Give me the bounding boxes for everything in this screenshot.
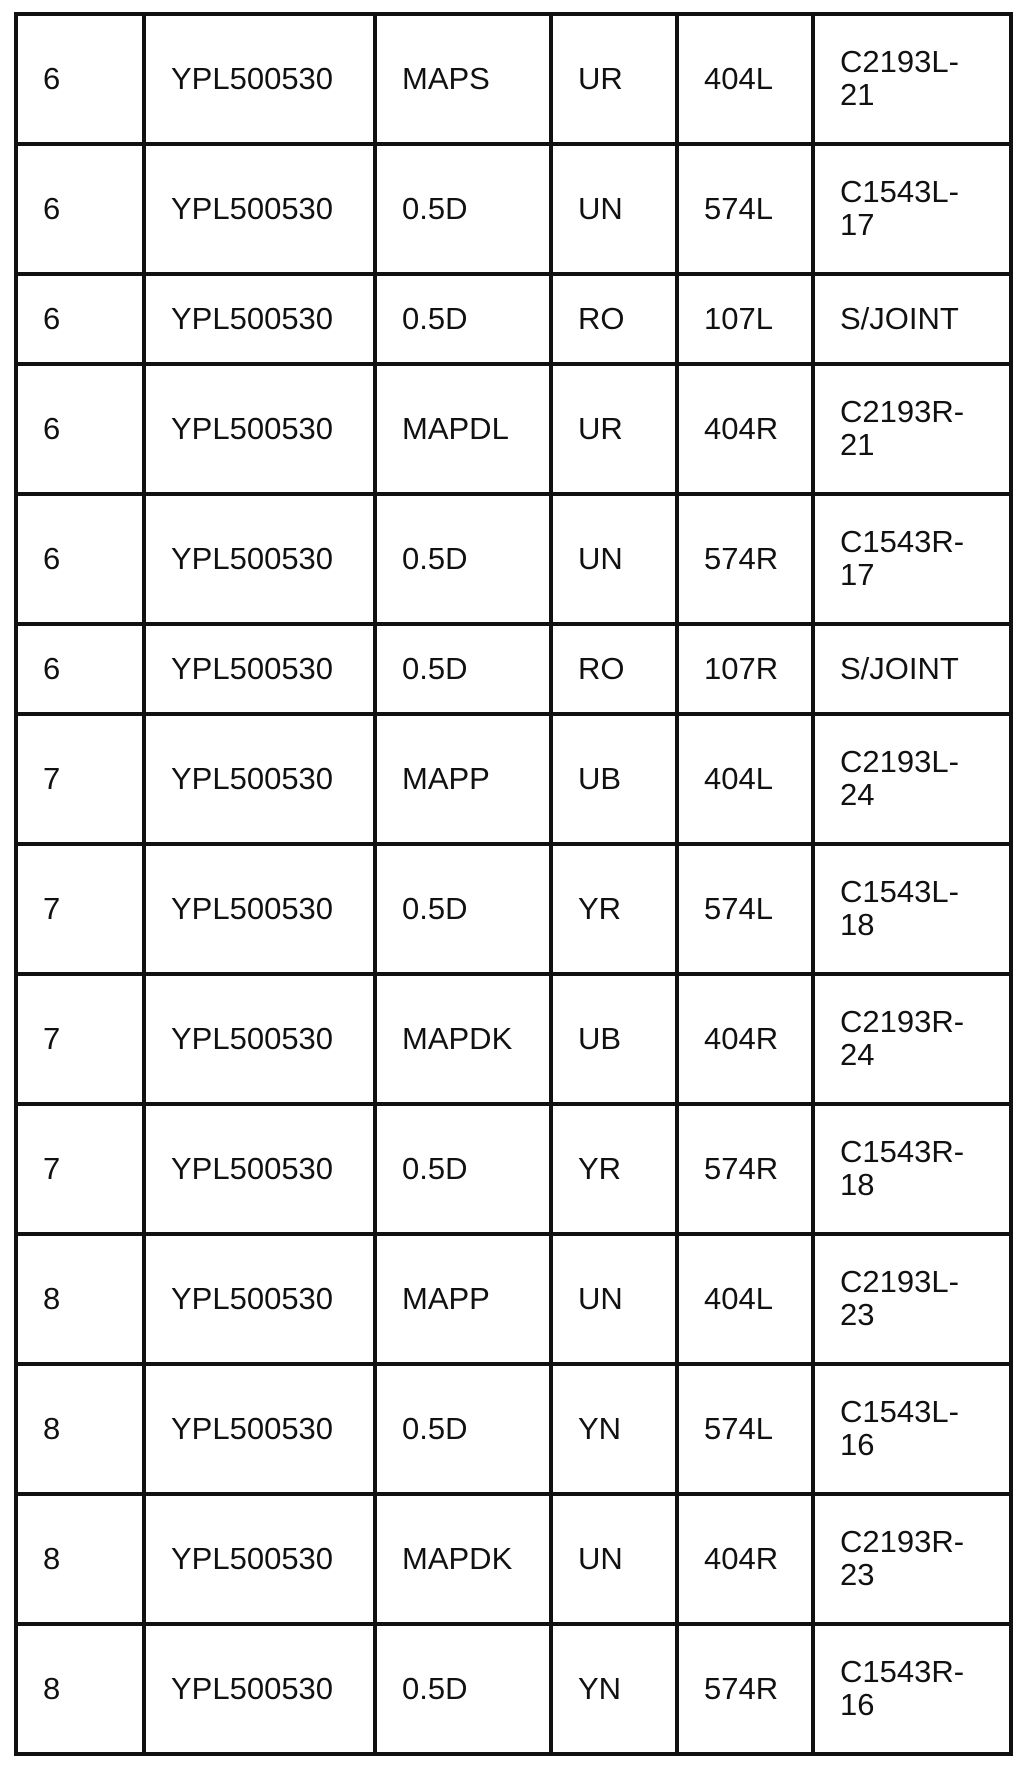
table-cell: MAPDL xyxy=(375,364,551,494)
table-cell: UB xyxy=(551,974,677,1104)
table-cell: MAPP xyxy=(375,1234,551,1364)
parts-table xyxy=(14,12,1013,1756)
table-cell: YPL500530 xyxy=(144,714,375,844)
table-row xyxy=(16,1494,1011,1624)
table-cell: 6 xyxy=(16,274,144,364)
table-cell: 574R xyxy=(677,1104,813,1234)
table-row xyxy=(16,1104,1011,1234)
table-cell: 574R xyxy=(677,1624,813,1754)
table-cell: 6 xyxy=(16,494,144,624)
table-cell: 7 xyxy=(16,1104,144,1234)
table-cell: YPL500530 xyxy=(144,364,375,494)
table-row xyxy=(16,974,1011,1104)
table-cell: 0.5D xyxy=(375,144,551,274)
table-cell: 7 xyxy=(16,714,144,844)
table-cell: 404L xyxy=(677,1234,813,1364)
table-cell: 7 xyxy=(16,844,144,974)
table-cell: YPL500530 xyxy=(144,624,375,714)
table-row xyxy=(16,714,1011,844)
table-cell: 8 xyxy=(16,1364,144,1494)
table-cell: 0.5D xyxy=(375,1104,551,1234)
table-row xyxy=(16,844,1011,974)
table-cell: YPL500530 xyxy=(144,844,375,974)
table-cell: 0.5D xyxy=(375,494,551,624)
table-cell: 404L xyxy=(677,714,813,844)
table-cell: 6 xyxy=(16,14,144,144)
table-cell: YPL500530 xyxy=(144,494,375,624)
table-row xyxy=(16,494,1011,624)
table-cell: C1543R- 16 xyxy=(813,1624,1011,1754)
table-cell: YPL500530 xyxy=(144,1234,375,1364)
table-cell: MAPDK xyxy=(375,974,551,1104)
table-cell: 574L xyxy=(677,1364,813,1494)
table-cell: UN xyxy=(551,144,677,274)
table-cell: 8 xyxy=(16,1234,144,1364)
table-cell: C2193L- 21 xyxy=(813,14,1011,144)
table-cell: 7 xyxy=(16,974,144,1104)
table-cell: YPL500530 xyxy=(144,274,375,364)
table-cell: C1543L- 18 xyxy=(813,844,1011,974)
table-cell: UN xyxy=(551,1494,677,1624)
table-cell: C1543R- 17 xyxy=(813,494,1011,624)
table-cell: YR xyxy=(551,844,677,974)
table-cell: 8 xyxy=(16,1624,144,1754)
table-cell: RO xyxy=(551,624,677,714)
table-cell: 404R xyxy=(677,974,813,1104)
table-cell: UR xyxy=(551,364,677,494)
table-cell: C1543L- 16 xyxy=(813,1364,1011,1494)
table-cell: 8 xyxy=(16,1494,144,1624)
table-cell: 0.5D xyxy=(375,1624,551,1754)
table-cell: 6 xyxy=(16,624,144,714)
table-cell: UR xyxy=(551,14,677,144)
table-cell: UN xyxy=(551,494,677,624)
table-cell: UB xyxy=(551,714,677,844)
table-cell: MAPDK xyxy=(375,1494,551,1624)
table-cell: UN xyxy=(551,1234,677,1364)
table-cell: RO xyxy=(551,274,677,364)
table-cell: YPL500530 xyxy=(144,1624,375,1754)
table-cell: S/JOINT xyxy=(813,624,1011,714)
table-cell: YPL500530 xyxy=(144,14,375,144)
table-cell: C2193R- 24 xyxy=(813,974,1011,1104)
table-cell: YPL500530 xyxy=(144,144,375,274)
table-cell: MAPP xyxy=(375,714,551,844)
table-cell: 6 xyxy=(16,364,144,494)
table-row xyxy=(16,1234,1011,1364)
table-cell: YPL500530 xyxy=(144,1494,375,1624)
table-cell: 0.5D xyxy=(375,624,551,714)
table-row xyxy=(16,364,1011,494)
table-cell: 0.5D xyxy=(375,1364,551,1494)
table-cell: 404R xyxy=(677,1494,813,1624)
table-cell: C2193L- 23 xyxy=(813,1234,1011,1364)
table-cell: S/JOINT xyxy=(813,274,1011,364)
table-row xyxy=(16,624,1011,714)
table-row xyxy=(16,1624,1011,1754)
table-cell: C2193R- 21 xyxy=(813,364,1011,494)
table-cell: YN xyxy=(551,1624,677,1754)
table-cell: 404R xyxy=(677,364,813,494)
table-cell: 6 xyxy=(16,144,144,274)
table-cell: 0.5D xyxy=(375,844,551,974)
table-cell: 107L xyxy=(677,274,813,364)
table-cell: YR xyxy=(551,1104,677,1234)
table-cell: YPL500530 xyxy=(144,1364,375,1494)
table-cell: YN xyxy=(551,1364,677,1494)
table-cell: 0.5D xyxy=(375,274,551,364)
table-cell: MAPS xyxy=(375,14,551,144)
table-cell: 574L xyxy=(677,844,813,974)
table-cell: C1543R- 18 xyxy=(813,1104,1011,1234)
table-cell: 107R xyxy=(677,624,813,714)
table-cell: 404L xyxy=(677,14,813,144)
table-row xyxy=(16,14,1011,144)
table-cell: YPL500530 xyxy=(144,974,375,1104)
table-row xyxy=(16,1364,1011,1494)
table-row xyxy=(16,144,1011,274)
table-cell: C2193R- 23 xyxy=(813,1494,1011,1624)
table-cell: YPL500530 xyxy=(144,1104,375,1234)
table-row xyxy=(16,274,1011,364)
table-cell: C1543L- 17 xyxy=(813,144,1011,274)
table-cell: 574R xyxy=(677,494,813,624)
table-cell: C2193L- 24 xyxy=(813,714,1011,844)
table-cell: 574L xyxy=(677,144,813,274)
